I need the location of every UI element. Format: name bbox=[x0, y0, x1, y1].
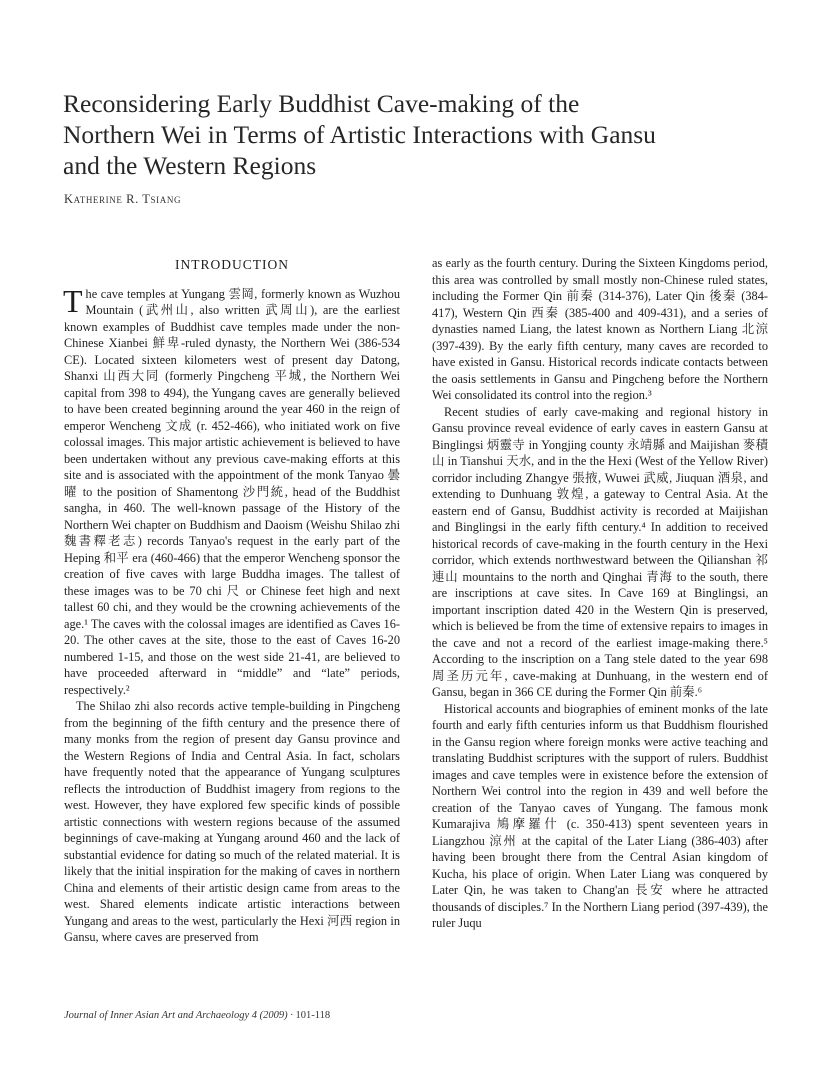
body-paragraph: Historical accounts and biographies of eminent monks of the late fourth and early fifth centuries inform us that Buddhism flourished in the Gansu region where foreign monks were active teaching and translating Buddhist scriptures with the support of rulers. Buddhist images and cave temples were in existence before the extension of Northern Wei control into the region in 439 and well before the creation of the Tanyao caves of Yungang. The famous monk Kumarajiva 鳩摩羅什 (c. 350-413) spent seventeen years in Liangzhou 涼州 at the capital of the Later Liang (386-403) after having been brought there from the Central Asian kingdom of Kucha, his place of origin. When Later Liang was conquered by Later Qin, he was taken to Chang'an 長安 where he attracted thousands of disciples.⁷ In the Northern Liang period (397-439), the ruler Juqu bbox=[432, 701, 768, 930]
body-paragraph: as early as the fourth century. During the Sixteen Kingdoms period, this area was controlled by small mostly non-Chinese ruled states, including the Former Qin 前秦 (314-376), Later Qin 後秦 (384-417), Western Qin 西秦 (385-400 and 409-431), and a series of dynasties named Liang, the latest known as Northern Liang 北涼 (397-439). By the early fifth century, many caves are recorded to have existed in Gansu. Historical records indicate contacts between the oasis settlements in Gansu and Pingcheng before the Northern Wei consolidated its control into the region.³ bbox=[432, 256, 768, 402]
title-line: Reconsidering Early Buddhist Cave-making of the bbox=[63, 89, 580, 118]
title-line: and the Western Regions bbox=[63, 151, 317, 180]
article-title bbox=[63, 88, 783, 181]
right-column bbox=[432, 255, 768, 932]
title-line: Northern Wei in Terms of Artistic Interactions with Gansu bbox=[63, 120, 656, 149]
left-column bbox=[64, 257, 400, 946]
author-name: Katherine R. Tsiang bbox=[64, 192, 182, 206]
body-paragraph: The Shilao zhi also records active temple-building in Pingcheng from the beginning of the fifth century and the presence there of many monks from the region of present day Gansu province and the Western Regions of India and Central Asia. In fact, scholars have frequently noted that the appearance of Yungang sculptures reflects the introduction of Buddhist imagery from regions to the west. However, they have explored few specific kinds of possible artistic connections with western regions because of the assumed beginnings of cave-making at Yungang around 460 and the lack of substantial evidence for dating so much of the related material. It is likely that the initial inspiration for the making of caves in northern China and elements of their artistic design came from areas to the west. Shared elements indicate artistic interactions between Yungang and areas to the west, particularly the Hexi 河西 region in Gansu, where caves are preserved from bbox=[64, 699, 400, 944]
journal-citation: Journal of Inner Asian Art and Archaeology 4 (2009) bbox=[64, 1010, 288, 1021]
drop-cap: T bbox=[63, 282, 83, 319]
journal-footer bbox=[64, 1010, 330, 1021]
footer-separator: · bbox=[290, 1010, 293, 1021]
body-paragraph bbox=[63, 282, 400, 699]
paragraph-text: he cave temples at Yungang 雲岡, formerly known as Wuzhou Mountain (武州山, also written 武周山), are the earliest known examples of Buddhist cave temples made under the non-Chinese Xianbei 鮮卑-ruled dynasty, the Northern Wei (386-534 CE). Located sixteen kilometers west of present day Datong, Shanxi 山西大同 (formerly Pingcheng 平城, the Northern Wei capital from 398 to 494), the Yungang caves are generally believed to have been created beginning around the year 460 in the reign of emperor Wencheng 文成 (r. 452-466), who initiated work on five colossal images. This major artistic achievement is believed to have been undertaken without any previous cave-making efforts at this site and is associated with the appointment of the monk Tanyao 曇曜 to the position of Shamentong 沙門統, head of the Buddhist sangha, in 460. The well-known passage of the History of the Northern Wei chapter on Buddhism and Daoism (Weishu Shilao zhi 魏書釋老志) records Tanyao's request in the early part of the Heping 和平 era (460-466) that the emperor Wencheng sponsor the creation of five caves with large Buddha images. The tallest of these images was to be 70 chi 尺 or Chinese feet high and next tallest 60 chi, and they would be the crowning achievements of the age.¹ The caves with the colossal images are identified as Caves 16-20. The other caves at the site, those to the east of Caves 16-20 numbered 1-15, and those on the west side 21-41, are believed to have proceeded afterward in “middle” and “late” periods, respectively.² bbox=[64, 286, 400, 697]
page-range: 101-118 bbox=[295, 1010, 331, 1021]
section-heading: INTRODUCTION bbox=[175, 257, 289, 272]
body-paragraph: Recent studies of early cave-making and regional history in Gansu province reveal evidence of early caves in eastern Gansu at Binglingsi 炳靈寺 in Yongjing county 永靖縣 and Maijishan 麥積山 in Tianshui 天水, and in the the Hexi (West of the Yellow River) corridor including Zhangye 張掖, Wuwei 武威, Jiuquan 酒泉, and extending to Dunhuang 敦煌, a gateway to Central Asia. At the eastern end of Gansu, Buddhist activity is recorded at Maijishan and Binglingsi in the early fifth century.⁴ In addition to received historical records of cave-making in the fourth century in the Hexi corridor, which extends northwestward between the Qilianshan 祁連山 mountains to the north and Qinghai 青海 to the south, there are inscriptions at cave sites. In Cave 169 at Binglingsi, an important inscription dated 420 in the Western Qin is preserved, which is believed be from the time of extensive repairs to images in the cave and not a record of the earliest image-making there.⁵ According to the inscription on a Tang stele dated to the year 698 周圣历元年, cave-making at Dunhuang, in the western end of Gansu, began in 366 CE during the Former Qin 前秦.⁶ bbox=[432, 404, 768, 699]
